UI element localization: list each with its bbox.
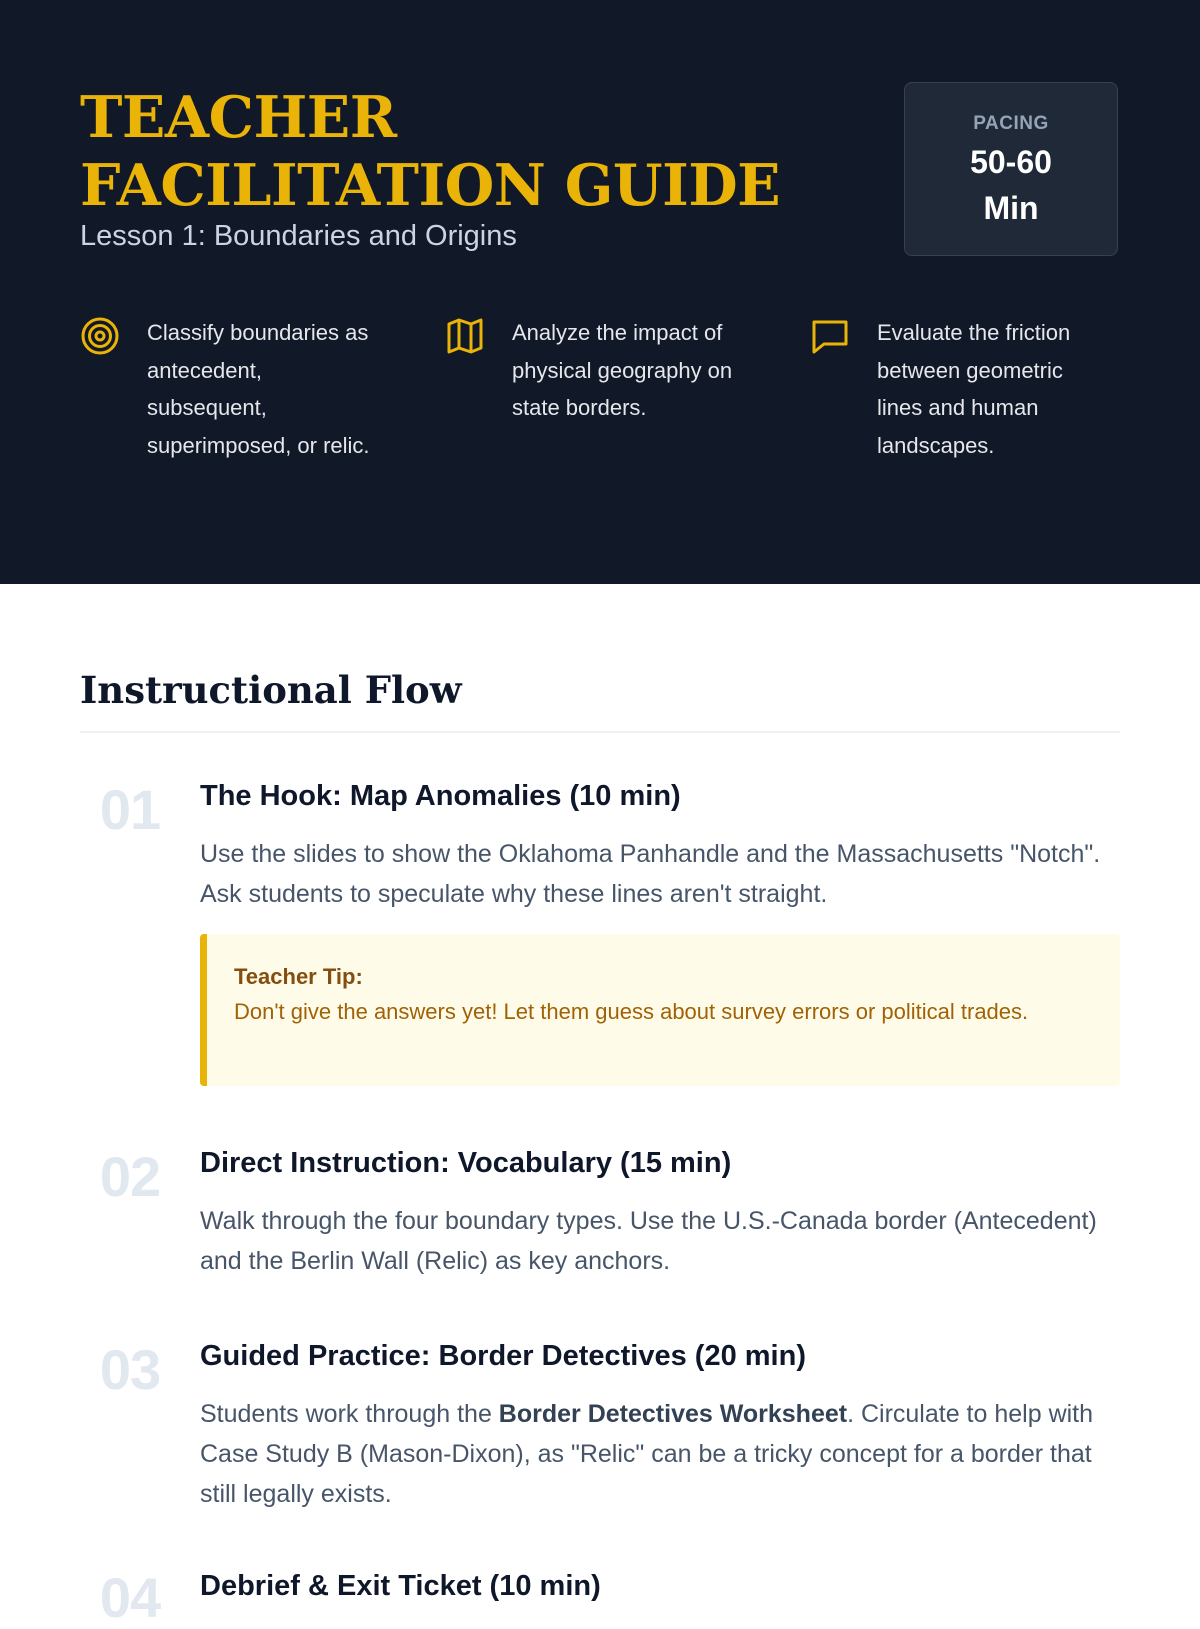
tip-label: Teacher Tip: (234, 964, 363, 989)
target-icon (80, 316, 120, 356)
step-description: Walk through the four boundary types. Use the U.S.-Canada border (Antecedent) and the Berlin Wall (Relic) as key anchors. (200, 1207, 1097, 1275)
page-title: TEACHER FACILITATION GUIDE (80, 84, 781, 219)
objective-text: Classify boundaries as antecedent, subsequent, superimposed, or relic. (147, 320, 370, 458)
description-text: Students work through the (200, 1400, 499, 1428)
pacing-card (904, 82, 1118, 256)
objective-text: Evaluate the friction between geometric lines and human landscapes. (877, 320, 1071, 458)
step-number: 02 (99, 1145, 161, 1208)
step-title: Guided Practice: Border Detectives (20 min) (200, 1340, 806, 1372)
step-title: The Hook: Map Anomalies (10 min) (200, 780, 681, 812)
section-title: Instructional Flow (80, 668, 462, 712)
map-icon (445, 316, 485, 356)
pacing-label: PACING (973, 113, 1049, 134)
message-square-icon (810, 316, 850, 356)
objective-text: Analyze the impact of physical geography on state borders. (512, 320, 733, 420)
pacing-value: 50-60 Min (970, 144, 1052, 226)
guide-header (0, 0, 1200, 584)
step-number: 04 (99, 1566, 161, 1629)
step-number: 01 (99, 778, 161, 841)
tip-text: Don't give the answers yet! Let them guess about survey errors or political trades. (234, 999, 1029, 1024)
worksheet-name: Border Detectives Worksheet (498, 1400, 848, 1428)
step-title: Direct Instruction: Vocabulary (15 min) (200, 1147, 732, 1179)
step-title: Debrief & Exit Ticket (10 min) (200, 1570, 601, 1602)
step-description (200, 1394, 1120, 1514)
lesson-subtitle: Lesson 1: Boundaries and Origins (80, 220, 517, 252)
teacher-tip (200, 934, 1120, 1086)
step-number: 03 (99, 1338, 161, 1401)
section-divider (80, 731, 1120, 733)
description-text: . Circulate to help with Case Study B (Mason-Dixon), as "Relic" can be a tricky concept for a border that still legally exists. (200, 1400, 1094, 1508)
step-description: Use the slides to show the Oklahoma Panhandle and the Massachusetts "Notch". Ask students to speculate why these lines aren't straight. (200, 840, 1101, 908)
